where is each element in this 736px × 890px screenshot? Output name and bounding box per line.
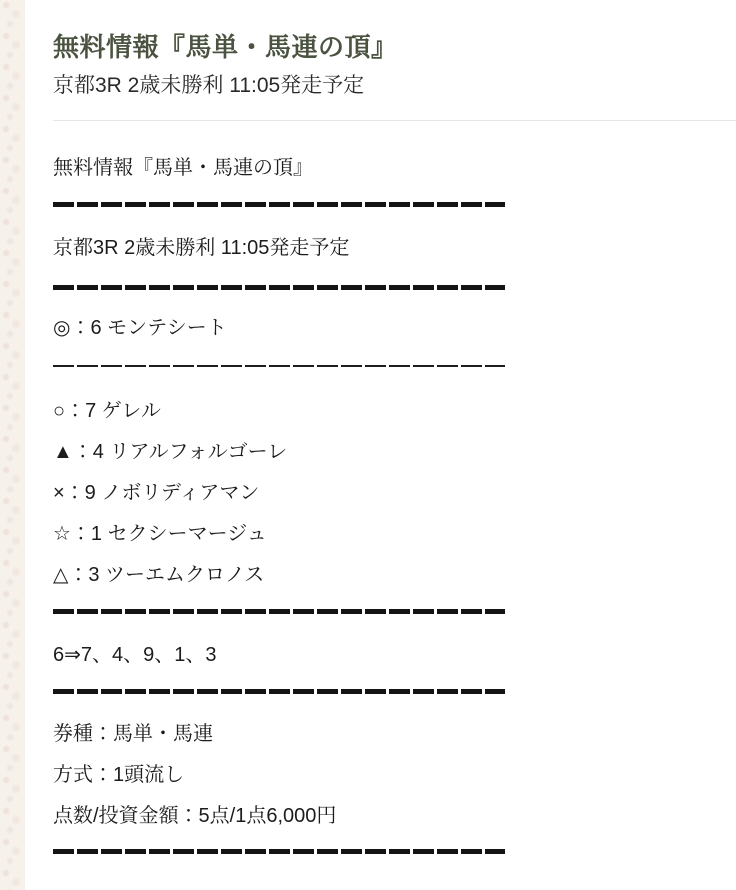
formation-line: 6⇒7、4、9、1、3 — [53, 644, 217, 666]
race-info-line: 京都3R 2歳未勝利 11:05発走予定 — [53, 237, 350, 259]
page-left-margin — [0, 0, 25, 890]
ticket-type-line: 券種：馬単・馬連 — [53, 723, 213, 745]
pick-line-triangle-filled: ▲：4 リアルフォルゴーレ — [53, 441, 288, 463]
divider-bold — [53, 285, 505, 290]
free-info-article — [53, 0, 736, 854]
pick-main-line: ◎：6 モンテシート — [53, 317, 227, 339]
pick-line-cross: ×：9 ノボリディアマン — [53, 482, 260, 504]
pick-line-triangle-open: △：3 ツーエムクロノス — [53, 564, 265, 586]
info-title-line: 無料情報『馬単・馬連の頂』 — [53, 157, 313, 179]
ticket-amount-line: 点数/投資金額：5点/1点6,000円 — [53, 805, 337, 827]
divider-thin — [53, 365, 505, 367]
race-subtitle: 京都3R 2歳未勝利 11:05発走予定 — [53, 74, 365, 97]
ticket-method-line: 方式：1頭流し — [53, 764, 185, 786]
page-title: 無料情報『馬単・馬連の頂』 — [53, 32, 398, 62]
divider-bold — [53, 202, 505, 207]
divider-bold — [53, 609, 505, 614]
divider-bold — [53, 689, 505, 694]
header-rule — [53, 120, 736, 121]
pick-line-circle: ○：7 ゲレル — [53, 400, 161, 422]
pick-line-star: ☆：1 セクシーマージュ — [53, 523, 267, 545]
divider-bold — [53, 849, 505, 854]
